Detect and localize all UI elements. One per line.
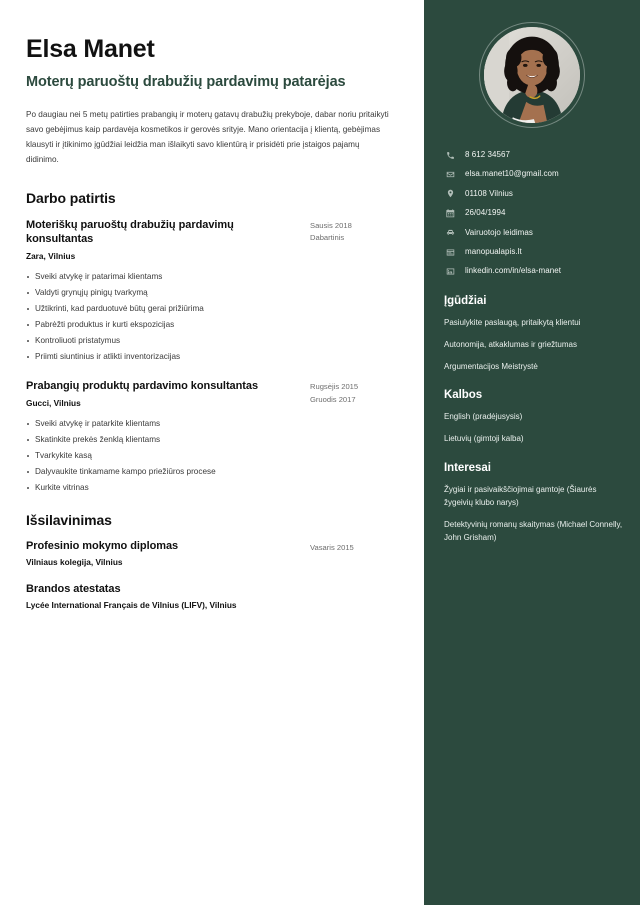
list-item: Tvarkykite kasą xyxy=(26,448,300,464)
job-title: Moteriškų paruoštų drabužių pardavimų konsultantas xyxy=(26,218,234,245)
job-date-end: Dabartinis xyxy=(310,233,345,243)
contact-value: 01108 Vilnius xyxy=(465,188,513,198)
contact-value: Vairuotojo leidimas xyxy=(465,227,533,237)
interest-item: Žygiai ir pasivaikščiojimai gamtoje (Šiaurės žygeivių klubo narys) xyxy=(444,484,597,507)
list-item: Sveiki atvykę ir patarimai klientams xyxy=(26,269,300,285)
skill-item: Pasiulykite paslaugą, pritaikytą klientui xyxy=(444,317,581,327)
education-date: Vasaris 2015 xyxy=(310,543,354,553)
contact-value: elsa.manet10@gmail.com xyxy=(465,169,559,179)
language-item: English (pradėjusysis) xyxy=(444,412,523,422)
sidebar-heading-languages: Kalbos xyxy=(444,389,483,402)
phone-icon xyxy=(444,151,457,160)
avatar-container xyxy=(440,22,624,128)
job-responsibilities xyxy=(26,269,300,365)
envelope-icon xyxy=(444,170,457,179)
experience-entry xyxy=(26,218,394,366)
skill-item: Argumentacijos Meistrystė xyxy=(444,362,538,372)
education-degree: Profesinio mokymo diplomas xyxy=(26,540,179,553)
contact-item-linkedin[interactable] xyxy=(444,266,624,276)
sidebar-section-skills xyxy=(440,295,624,374)
experience-entry xyxy=(26,379,394,496)
profile-summary: Po daugiau nei 5 metų patirties prabangių ir moterų gatavų drabužių prekyboje, dabar noriu pritaikyti savo gebėjimus kaip pardavėja kosmetikos ir gerovės srityje. Mano orientacija į klientą, gebėjimas klausyti ir įtikinimo įgūdžiai leidžia man išlaikyti savo klientūrą ir prisidėti prie įstaigos pajamų didinimo. xyxy=(26,109,389,165)
section-title-education: Išsilavinimas xyxy=(26,512,112,529)
page-title: Elsa Manet xyxy=(26,35,155,63)
avatar xyxy=(484,27,580,123)
education-entry xyxy=(26,540,394,567)
experience-entry-body xyxy=(26,379,310,496)
contact-item-phone[interactable] xyxy=(444,150,624,160)
avatar-ring xyxy=(479,22,585,128)
contact-item-website[interactable] xyxy=(444,247,624,257)
contact-value: manopualapis.lt xyxy=(465,246,522,256)
calendar-icon xyxy=(444,209,457,218)
location-pin-icon xyxy=(444,189,457,198)
contact-value: 8 612 34567 xyxy=(465,150,511,159)
list-item: Valdyti grynųjų pinigų tvarkymą xyxy=(26,285,300,301)
contact-item-address[interactable] xyxy=(444,189,624,199)
skill-item: Autonomija, atkaklumas ir griežtumas xyxy=(444,339,577,349)
linkedin-icon xyxy=(444,267,457,276)
contact-item-email[interactable] xyxy=(444,169,624,179)
education-dates xyxy=(310,540,394,555)
section-title-experience: Darbo patirtis xyxy=(26,189,116,206)
portrait-photo xyxy=(484,27,580,123)
globe-icon xyxy=(444,248,457,257)
job-date-start: Sausis 2018 xyxy=(310,220,352,230)
contact-list xyxy=(444,150,624,277)
sidebar-heading-skills: Įgūdžiai xyxy=(444,294,487,307)
car-icon xyxy=(444,228,457,237)
contact-value: 26/04/1994 xyxy=(465,208,506,218)
list-item: Skatinkite prekės ženklą klientams xyxy=(26,432,300,448)
job-dates xyxy=(310,379,394,406)
education-entry-body xyxy=(26,583,310,610)
job-date-start: Rugsėjis 2015 xyxy=(310,382,359,392)
list-item: Kurkite vitrinas xyxy=(26,480,300,496)
contact-item-birthdate[interactable] xyxy=(444,208,624,218)
sidebar-section-languages xyxy=(440,389,624,445)
job-company: Zara, Vilnius xyxy=(26,251,76,262)
list-item: Užtikrinti, kad parduotuvė būtų gerai prižiūrima xyxy=(26,301,300,317)
sidebar xyxy=(424,0,640,905)
job-title: Prabangių produktų pardavimo konsultantas xyxy=(26,380,259,393)
education-school: Lycée International Français de Vilnius (LIFV), Vilnius xyxy=(26,600,237,611)
interest-item: Detektyvinių romanų skaitymas (Michael Connelly, John Grisham) xyxy=(444,520,623,543)
education-entry xyxy=(26,583,394,610)
job-date-end: Gruodis 2017 xyxy=(310,394,356,404)
job-dates xyxy=(310,218,394,245)
sidebar-heading-interests: Interesai xyxy=(444,461,491,474)
list-item: Sveiki atvykę ir patarkite klientams xyxy=(26,416,300,432)
contact-item-driving-licence[interactable] xyxy=(444,228,624,238)
list-item: Dalyvaukite tinkamame kampo priežiūros procese xyxy=(26,464,300,480)
sidebar-section-interests xyxy=(440,462,624,545)
education-school: Vilniaus kolegija, Vilnius xyxy=(26,557,123,568)
language-item: Lietuvių (gimtoji kalba) xyxy=(444,434,524,444)
professional-headline: Moterų paruoštų drabužių pardavimų patarėjas xyxy=(26,73,346,90)
list-item: Priimti siuntinius ir atlikti inventorizacijas xyxy=(26,349,300,365)
list-item: Kontroliuoti pristatymus xyxy=(26,333,300,349)
education-dates xyxy=(310,583,394,585)
job-responsibilities xyxy=(26,416,300,496)
experience-entry-body xyxy=(26,218,310,366)
contact-value: linkedin.com/in/elsa-manet xyxy=(465,266,562,276)
education-entry-body xyxy=(26,540,310,567)
education-degree: Brandos atestatas xyxy=(26,583,121,596)
list-item: Pabrėžti produktus ir kurti ekspozicijas xyxy=(26,317,300,333)
job-company: Gucci, Vilnius xyxy=(26,398,81,409)
